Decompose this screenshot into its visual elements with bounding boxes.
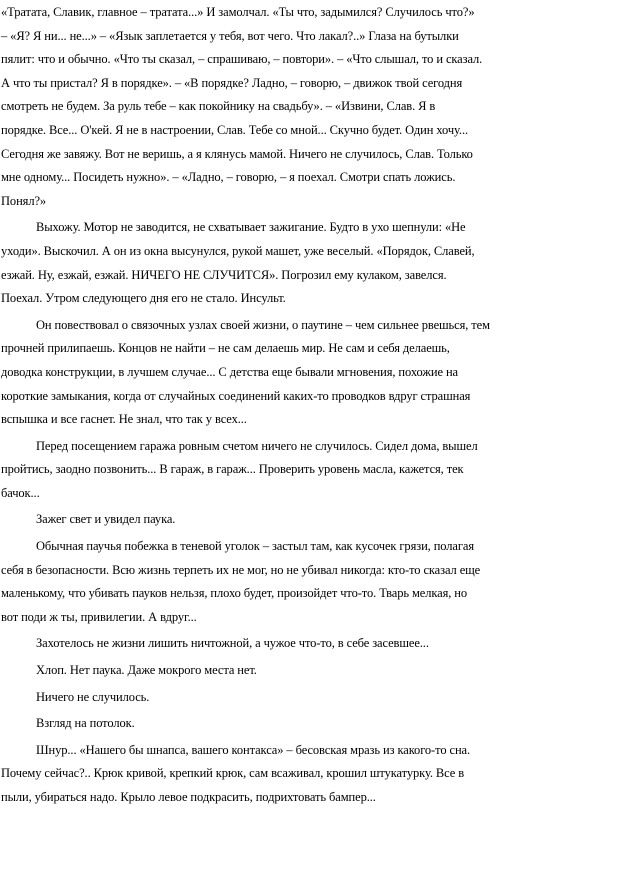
text-line: пройтись, заодно позвонить... В гараж, в гараж... Проверить уровень масла, кажется, тек [1, 462, 464, 477]
paragraph-8 [1, 659, 620, 683]
text-line: смотреть не будем. За руль тебе – как покойнику на свадьбу». – «Извини, Слав. Я в [1, 99, 436, 114]
text-line: Перед посещением гаража ровным счетом ничего не случилось. Сидел дома, вышел [36, 438, 478, 453]
text-line: Выхожу. Мотор не заводится, не схватывает зажигание. Будто в ухо шепнули: «Не [36, 220, 466, 235]
text-line: короткие замыкания, когда от случайных соединений каких-то проводков вдруг страшная [1, 388, 471, 403]
text-line: езжай. Ну, езжай, езжай. НИЧЕГО НЕ СЛУЧИТСЯ». Погрозил ему кулаком, завелся. [1, 267, 447, 282]
text-line: Захотелось не жизни лишить ничтожной, а чужое что-то, в себе засевшее... [36, 636, 429, 651]
text-line: Он повествовал о связочных узлах своей жизни, о паутине – чем сильнее рвешься, тем [36, 317, 490, 332]
paragraph-10 [1, 712, 620, 736]
text-line: Почему сейчас?.. Крюк кривой, крепкий крюк, сам всаживал, крошил штукатурку. Все в [1, 766, 465, 781]
text-line: вот поди ж ты, привилегии. А вдруг... [1, 609, 197, 624]
text-line: уходи». Выскочил. А он из окна высунулся, рукой машет, уже веселый. «Порядок, Славей, [1, 243, 475, 258]
paragraph-5 [1, 508, 620, 532]
paragraph-7 [1, 632, 620, 656]
paragraph-4 [1, 435, 620, 506]
paragraph-11 [1, 739, 620, 810]
text-line: «Тратата, Славик, главное – тратата...» И замолчал. «Ты что, задымился? Случилось что?» [1, 5, 475, 19]
text-line: Взгляд на потолок. [36, 716, 135, 731]
text-line: А что ты пристал? Я в порядке». – «В порядке? Ладно, – говорю, – движок твой сегодня [1, 75, 463, 90]
text-line: маленькому, что убивать пауков нельзя, плохо будет, произойдет что-то. Тварь мелкая, но [1, 586, 468, 601]
paragraph-1 [1, 1, 620, 213]
text-line: Поехал. Утром следующего дня его не стало. Инсульт. [1, 291, 286, 306]
text-line: мне одному... Посидеть нужно». – «Ладно, – говорю, – я поехал. Смотри спать ложись. [1, 170, 456, 185]
text-line: бачок... [1, 485, 40, 500]
paragraph-9 [1, 686, 620, 710]
text-line: себя в безопасности. Всю жизнь терпеть их не мог, но не убивал никогда: кто-то сказал еще [1, 562, 481, 577]
text-line: Сегодня же завяжу. Вот не веришь, а я клянусь мамой. Ничего не случилось, Слав. Только [1, 146, 473, 161]
text-line: вспышка и все гаснет. Не знал, что так у всех... [1, 412, 247, 427]
paragraph-3 [1, 314, 620, 432]
text-line: Обычная паучья побежка в теневой уголок – застыл там, как кусочек грязи, полагая [36, 539, 474, 554]
paragraph-2 [1, 216, 620, 310]
text-line: Зажег свет и увидел паука. [36, 512, 176, 527]
text-line: Понял?» [1, 193, 47, 208]
paragraph-6 [1, 535, 620, 629]
text-line: Хлоп. Нет паука. Даже мокрого места нет. [36, 663, 257, 678]
text-line: пыли, убираться надо. Крыло левое подкрасить, подрихтовать бампер... [1, 790, 376, 804]
text-line: – «Я? Я ни... не...» – «Язык заплетается у тебя, вот чего. Что лакал?..» Глаза на бутылки [1, 28, 459, 43]
text-line: Ничего не случилось. [36, 689, 150, 704]
text-line: Шнур... «Нашего бы шнапса, вашего контакса» – бесовская мразь из какого-то сна. [36, 742, 471, 757]
text-line: прочней прилипаешь. Концов не найти – не сам делаешь мир. Не сам и себя делаешь, [1, 341, 450, 356]
text-line: доводка конструкции, в лучшем случае... С детства еще бывали мгновения, похожие на [1, 364, 458, 379]
text-line: пялит: что и обычно. «Что ты сказал, – спрашиваю, – повтори». – «Что слышал, то и сказал. [1, 52, 483, 67]
text-line: порядке. Все... О'кей. Я не в настроении, Слав. Тебе со мной... Скучно будет. Один хочу... [1, 122, 469, 137]
